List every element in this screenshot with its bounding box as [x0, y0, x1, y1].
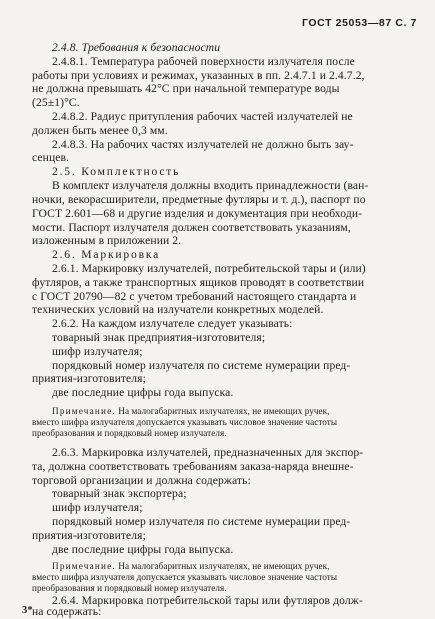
note-line: преобразования и порядковый номер излучателя.: [32, 583, 227, 593]
text-line: с ГОСТ 20790—82 с учетом требований настоящего стандарта и: [32, 290, 357, 303]
section-heading-2-6: 2.6. Маркировка: [52, 248, 161, 261]
note-line: вместо шифра излучателя допускается указывать числовое значение частоты: [32, 417, 338, 427]
text-line: 2.4.8.1. Температура рабочей поверхности излучателя после: [52, 55, 355, 68]
text-line: (25±1)°С.: [32, 96, 80, 109]
note-line: [52, 561, 330, 572]
list-item: две последние цифры года выпуска.: [52, 386, 234, 399]
note-text: На малогабаритных излучателях, не имеющих ручек,: [118, 406, 330, 416]
text-line: 2.4.8.2. Радиус притупления рабочих частей излучателей не: [52, 110, 353, 123]
list-item: порядковый номер излучателя по системе нумерации пред-: [52, 359, 351, 372]
text-line: технических условий на излучатели конкретных моделей.: [32, 303, 324, 316]
text-line: мости. Паспорт излучателя должен соответствовать указаниям,: [32, 221, 351, 234]
text-line: 2.6.1. Маркировку излучателей, потребительской тары и (или): [52, 262, 366, 275]
text-line: 2.6.4. Маркировка потребительской тары или футляров долж-: [52, 594, 363, 607]
section-heading-2-5: 2.5. Комплектность: [52, 165, 181, 178]
text-line: В комплект излучателя должны входить принадлежности (ван-: [52, 179, 369, 192]
text-line: должен быть менее 0,3 мм.: [32, 124, 168, 137]
text-line: работы при условиях и режимах, указанных в пп. 2.4.7.1 и 2.4.7.2,: [32, 69, 365, 82]
list-item: шифр излучателя;: [52, 501, 143, 514]
note-line: преобразования и порядковый номер излучателя.: [32, 428, 227, 438]
list-item: товарный знак предприятия-изготовителя;: [52, 331, 266, 344]
text-line: изложенным в приложении 2.: [32, 234, 182, 247]
list-item: приятия-изготовителя;: [32, 529, 146, 542]
note-label: Примечание.: [52, 406, 116, 416]
list-item: приятия-изготовителя;: [32, 372, 146, 385]
list-item: товарный знак экспортера;: [52, 487, 187, 500]
section-heading-2-4-8: 2.4.8. Требования к безопасности: [52, 41, 221, 54]
text-line: ночки, векорасширители, предметные футляры и т. д.), паспорт по: [32, 193, 366, 206]
text-line: на содержать:: [32, 605, 102, 618]
text-line: 2.6.3. Маркировка излучателей, предназначенных для экспор-: [52, 446, 364, 459]
list-item: шифр излучателя;: [52, 345, 143, 358]
note-text: На малогабаритных излучателях, не имеющих ручек,: [118, 561, 330, 571]
note-line: [52, 406, 330, 417]
page-mark: 3*: [22, 605, 33, 616]
text-line: ГОСТ 2.601—68 и другие изделия и документация при необходи-: [32, 207, 363, 220]
text-line: футляров, а также транспортных ящиков проводят в соответствии: [32, 276, 365, 289]
note-line: вместо шифра излучателя допускается указывать числовое значение частоты: [32, 572, 338, 582]
list-item: порядковый номер излучателя по системе нумерации пред-: [52, 515, 351, 528]
text-line: торговой организации и должна содержать:: [32, 474, 251, 487]
list-item: две последние цифры года выпуска.: [52, 543, 234, 556]
text-line: та, должна соответствовать требованиям заказа-наряда внешне-: [32, 460, 354, 473]
text-line: не должна превышать 42°С при начальной температуре воды: [32, 82, 340, 95]
text-line: сенцев.: [32, 151, 70, 164]
note-label: Примечание.: [52, 561, 116, 571]
text-line: 2.4.8.3. На рабочих частях излучателей не должно быть зау-: [52, 138, 354, 151]
text-line: 2.6.2. На каждом излучателе следует указывать:: [52, 317, 293, 330]
standard-header: ГОСТ 25053—87 С. 7: [302, 17, 417, 29]
